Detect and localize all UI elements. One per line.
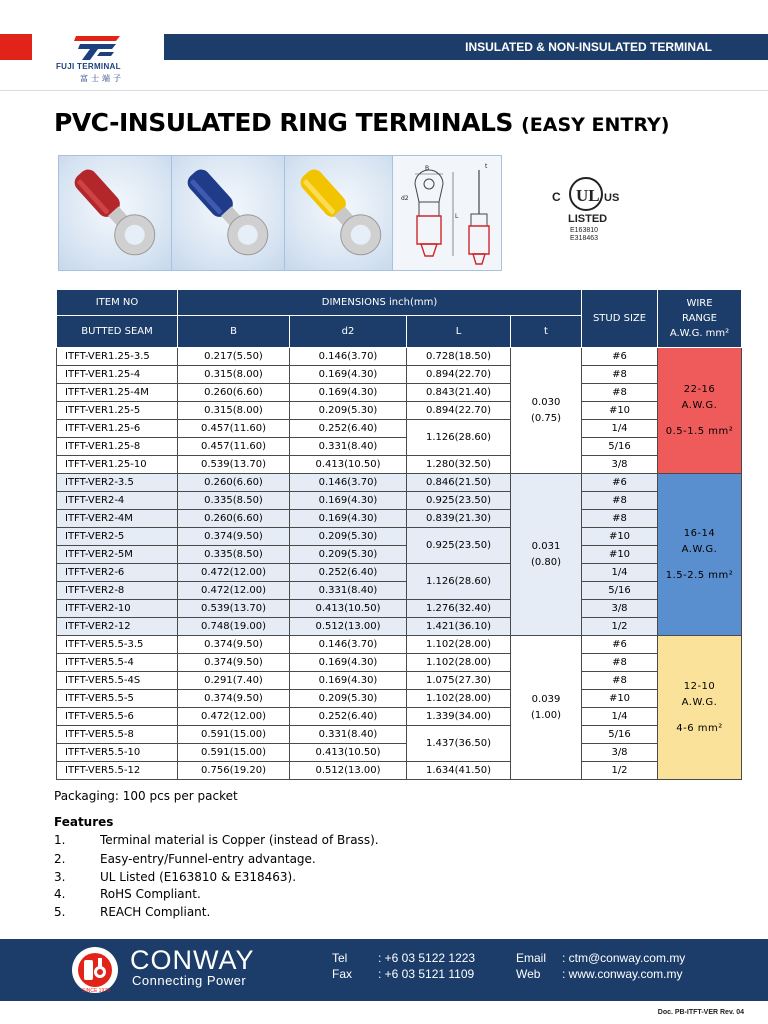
b-cell: 0.472(12.00) xyxy=(178,564,290,582)
b-cell: 0.591(15.00) xyxy=(178,744,290,762)
table-row xyxy=(57,438,742,456)
l-cell: 1.102(28.00) xyxy=(407,636,511,654)
wire-awg-label: A.W.G. xyxy=(681,696,718,708)
table-row xyxy=(57,672,742,690)
b-cell: 0.457(11.60) xyxy=(178,438,290,456)
stud-size-cell: #8 xyxy=(582,366,658,384)
wire-awg: 12-10 xyxy=(683,680,716,692)
stud-size-cell: 3/8 xyxy=(582,744,658,762)
b-cell: 0.335(8.50) xyxy=(178,492,290,510)
d2-cell: 0.169(4.30) xyxy=(290,492,407,510)
yellow-ring-terminal-icon xyxy=(285,156,398,271)
web-link[interactable]: : www.conway.com.my xyxy=(562,967,683,981)
b-cell: 0.748(19.00) xyxy=(178,618,290,636)
t-cell xyxy=(511,348,582,474)
l-cell: 1.075(27.30) xyxy=(407,672,511,690)
spec-table xyxy=(56,289,742,780)
wire-mm2: 1.5-2.5 mm² xyxy=(665,569,734,581)
table-row xyxy=(57,366,742,384)
table-row xyxy=(57,384,742,402)
stud-size-cell: #8 xyxy=(582,672,658,690)
item-no-cell: ITFT-VER1.25-10 xyxy=(57,456,178,474)
spec-group xyxy=(57,474,742,636)
item-no-cell: ITFT-VER1.25-5 xyxy=(57,402,178,420)
drawing-label-d2: d2 xyxy=(401,195,409,202)
feature-text: REACH Compliant. xyxy=(100,905,211,919)
table-row xyxy=(57,654,742,672)
header-wire-range-line2: RANGE xyxy=(682,313,717,324)
wire-spacer xyxy=(658,711,741,721)
conway-logo xyxy=(70,942,124,998)
drawing-label-l: L xyxy=(455,213,459,220)
b-cell: 0.260(6.60) xyxy=(178,474,290,492)
feature-number: 2. xyxy=(54,852,66,866)
footer-tagline: Connecting Power xyxy=(132,973,247,988)
packaging-note: Packaging: 100 pcs per packet xyxy=(54,789,238,803)
wire-range-cell xyxy=(658,636,742,780)
stud-size-cell: #6 xyxy=(582,474,658,492)
t-cell xyxy=(511,474,582,636)
tel-value: : +6 03 5122 1223 xyxy=(378,951,476,965)
b-cell: 0.374(9.50) xyxy=(178,654,290,672)
header-wire-range-line3: A.W.G. mm² xyxy=(669,328,730,339)
table-row xyxy=(57,546,742,564)
item-no-cell: ITFT-VER2-5 xyxy=(57,528,178,546)
d2-cell: 0.146(3.70) xyxy=(290,348,407,366)
brand-color-tab xyxy=(0,34,32,60)
fax-label: Fax xyxy=(332,967,353,981)
ul-us-label: US xyxy=(604,192,620,204)
feature-item xyxy=(54,870,296,884)
ul-listed-label: LISTED xyxy=(568,213,608,225)
item-no-cell: ITFT-VER2-3.5 xyxy=(57,474,178,492)
table-row xyxy=(57,618,742,636)
l-cell: 1.276(32.40) xyxy=(407,600,511,618)
b-cell: 0.457(11.60) xyxy=(178,420,290,438)
feature-item xyxy=(54,852,316,866)
item-no-cell: ITFT-VER5.5-4 xyxy=(57,654,178,672)
blue-ring-terminal-icon xyxy=(172,156,285,271)
feature-text: Terminal material is Copper (instead of Brass). xyxy=(100,833,379,847)
stud-size-cell: 3/8 xyxy=(582,600,658,618)
drawing-label-t: t xyxy=(485,163,488,170)
table-row xyxy=(57,402,742,420)
item-no-cell: ITFT-VER1.25-3.5 xyxy=(57,348,178,366)
brand-sub-name: 富士端子 xyxy=(80,74,124,83)
table-row xyxy=(57,600,742,618)
wire-awg: 22-16 xyxy=(683,383,716,395)
b-cell: 0.260(6.60) xyxy=(178,510,290,528)
t-inch: 0.030 xyxy=(531,396,561,408)
table-row xyxy=(57,582,742,600)
b-cell: 0.217(5.50) xyxy=(178,348,290,366)
header-l: L xyxy=(407,316,511,348)
stud-size-cell: #6 xyxy=(582,348,658,366)
wire-awg-label: A.W.G. xyxy=(681,399,718,411)
stud-size-cell: #10 xyxy=(582,546,658,564)
table-row xyxy=(57,474,742,492)
item-no-cell: ITFT-VER2-4 xyxy=(57,492,178,510)
l-cell: 0.925(23.50) xyxy=(407,492,511,510)
t-mm: (1.00) xyxy=(530,709,562,721)
item-no-cell: ITFT-VER2-5M xyxy=(57,546,178,564)
dimension-drawing xyxy=(392,155,502,271)
footer-brand: CONWAY xyxy=(130,945,255,975)
tel-label: Tel xyxy=(332,951,348,965)
table-row xyxy=(57,744,742,762)
item-no-cell: ITFT-VER5.5-6 xyxy=(57,708,178,726)
d2-cell: 0.209(5.30) xyxy=(290,402,407,420)
stud-size-cell: #10 xyxy=(582,528,658,546)
web-label: Web xyxy=(516,967,541,981)
features-title: Features xyxy=(54,815,114,829)
item-no-cell: ITFT-VER1.25-6 xyxy=(57,420,178,438)
item-no-cell: ITFT-VER5.5-8 xyxy=(57,726,178,744)
table-row xyxy=(57,528,742,546)
l-cell: 1.437(36.50) xyxy=(407,726,511,762)
feature-item xyxy=(54,833,379,847)
d2-cell: 0.209(5.30) xyxy=(290,546,407,564)
item-no-cell: ITFT-VER1.25-4 xyxy=(57,366,178,384)
d2-cell: 0.169(4.30) xyxy=(290,366,407,384)
feature-item xyxy=(54,887,201,901)
header-item-no: ITEM NO xyxy=(57,290,178,316)
t-cell xyxy=(511,636,582,780)
l-cell: 0.894(22.70) xyxy=(407,402,511,420)
l-cell: 1.102(28.00) xyxy=(407,690,511,708)
spec-group xyxy=(57,348,742,474)
stud-size-cell: #10 xyxy=(582,690,658,708)
header-d2: d2 xyxy=(290,316,407,348)
stud-size-cell: 1/4 xyxy=(582,708,658,726)
table-row xyxy=(57,762,742,780)
conway-since: SINCE 1979 xyxy=(82,988,110,994)
stud-size-cell: 5/16 xyxy=(582,582,658,600)
l-cell: 1.102(28.00) xyxy=(407,654,511,672)
t-mm: (0.75) xyxy=(530,412,562,424)
l-cell: 1.421(36.10) xyxy=(407,618,511,636)
stud-size-cell: #8 xyxy=(582,492,658,510)
item-no-cell: ITFT-VER5.5-10 xyxy=(57,744,178,762)
header-b: B xyxy=(178,316,290,348)
item-no-cell: ITFT-VER2-12 xyxy=(57,618,178,636)
fuji-logo-mark-icon xyxy=(72,32,124,62)
item-no-cell: ITFT-VER2-6 xyxy=(57,564,178,582)
d2-cell: 0.413(10.50) xyxy=(290,744,407,762)
table-row xyxy=(57,564,742,582)
l-cell: 1.280(32.50) xyxy=(407,456,511,474)
item-no-cell: ITFT-VER2-10 xyxy=(57,600,178,618)
header-wire-range-line1: WIRE xyxy=(686,298,713,309)
d2-cell: 0.209(5.30) xyxy=(290,690,407,708)
d2-cell: 0.331(8.40) xyxy=(290,726,407,744)
d2-cell: 0.252(6.40) xyxy=(290,708,407,726)
conway-logo-icon xyxy=(70,942,124,998)
wire-spacer xyxy=(658,558,741,568)
stud-size-cell: #8 xyxy=(582,510,658,528)
b-cell: 0.539(13.70) xyxy=(178,600,290,618)
stud-size-cell: 1/4 xyxy=(582,564,658,582)
l-cell: 0.839(21.30) xyxy=(407,510,511,528)
d2-cell: 0.146(3.70) xyxy=(290,636,407,654)
fuji-terminal-logo xyxy=(52,32,148,82)
d2-cell: 0.331(8.40) xyxy=(290,438,407,456)
category-label: INSULATED & NON-INSULATED TERMINAL xyxy=(465,40,712,54)
d2-cell: 0.512(13.00) xyxy=(290,618,407,636)
wire-mm2: 4-6 mm² xyxy=(676,722,723,734)
item-no-cell: ITFT-VER5.5-5 xyxy=(57,690,178,708)
ring-terminal-drawing-icon xyxy=(393,156,503,272)
d2-cell: 0.413(10.50) xyxy=(290,456,407,474)
d2-cell: 0.252(6.40) xyxy=(290,564,407,582)
feature-number: 3. xyxy=(54,870,66,884)
table-row xyxy=(57,348,742,366)
drawing-label-b: B xyxy=(425,165,430,172)
b-cell: 0.374(9.50) xyxy=(178,690,290,708)
footer-bar xyxy=(0,939,768,1001)
header-stud-size: STUD SIZE xyxy=(582,290,658,348)
b-cell: 0.291(7.40) xyxy=(178,672,290,690)
stud-size-cell: #10 xyxy=(582,402,658,420)
d2-cell: 0.169(4.30) xyxy=(290,672,407,690)
table-row xyxy=(57,690,742,708)
product-photo-blue xyxy=(171,155,285,271)
brand-name: FUJI TERMINAL xyxy=(56,62,121,71)
l-cell: 1.634(41.50) xyxy=(407,762,511,780)
header-butted-seam: BUTTED SEAM xyxy=(57,316,178,348)
stud-size-cell: #8 xyxy=(582,384,658,402)
header-dimensions: DIMENSIONS inch(mm) xyxy=(178,290,582,316)
item-no-cell: ITFT-VER2-4M xyxy=(57,510,178,528)
stud-size-cell: 1/4 xyxy=(582,420,658,438)
page-title xyxy=(54,108,669,137)
category-banner xyxy=(164,34,768,60)
fax-value: : +6 03 5121 1109 xyxy=(378,967,475,981)
ul-listed-mark xyxy=(548,174,628,244)
item-no-cell: ITFT-VER1.25-8 xyxy=(57,438,178,456)
table-row xyxy=(57,420,742,438)
l-cell: 1.126(28.60) xyxy=(407,564,511,600)
spec-group xyxy=(57,636,742,780)
b-cell: 0.472(12.00) xyxy=(178,708,290,726)
feature-number: 4. xyxy=(54,887,66,901)
wire-awg: 16-14 xyxy=(683,527,716,539)
b-cell: 0.539(13.70) xyxy=(178,456,290,474)
stud-size-cell: #8 xyxy=(582,654,658,672)
svg-text:UL: UL xyxy=(576,186,600,205)
stud-size-cell: #6 xyxy=(582,636,658,654)
feature-number: 5. xyxy=(54,905,66,919)
table-row xyxy=(57,510,742,528)
table-row xyxy=(57,708,742,726)
t-inch: 0.039 xyxy=(531,693,561,705)
red-ring-terminal-icon xyxy=(59,156,172,271)
b-cell: 0.472(12.00) xyxy=(178,582,290,600)
l-cell: 1.126(28.60) xyxy=(407,420,511,456)
feature-item xyxy=(54,905,210,919)
b-cell: 0.591(15.00) xyxy=(178,726,290,744)
t-mm: (0.80) xyxy=(530,556,562,568)
item-no-cell: ITFT-VER5.5-3.5 xyxy=(57,636,178,654)
item-no-cell: ITFT-VER5.5-4S xyxy=(57,672,178,690)
b-cell: 0.315(8.00) xyxy=(178,402,290,420)
d2-cell: 0.169(4.30) xyxy=(290,384,407,402)
header-wire-range xyxy=(658,290,742,348)
feature-number: 1. xyxy=(54,833,66,847)
b-cell: 0.374(9.50) xyxy=(178,528,290,546)
ul-file-1: E163810 xyxy=(570,227,599,234)
d2-cell: 0.169(4.30) xyxy=(290,654,407,672)
b-cell: 0.335(8.50) xyxy=(178,546,290,564)
d2-cell: 0.331(8.40) xyxy=(290,582,407,600)
b-cell: 0.260(6.60) xyxy=(178,384,290,402)
feature-text: RoHS Compliant. xyxy=(100,887,201,901)
product-photo-yellow xyxy=(284,155,398,271)
item-no-cell: ITFT-VER5.5-12 xyxy=(57,762,178,780)
item-no-cell: ITFT-VER1.25-4M xyxy=(57,384,178,402)
document-reference: Doc. PB-ITFT-VER Rev. 04 xyxy=(657,1009,744,1016)
wire-mm2: 0.5-1.5 mm² xyxy=(665,425,734,437)
stud-size-cell: 5/16 xyxy=(582,438,658,456)
d2-cell: 0.209(5.30) xyxy=(290,528,407,546)
item-no-cell: ITFT-VER2-8 xyxy=(57,582,178,600)
b-cell: 0.756(19.20) xyxy=(178,762,290,780)
ul-c-label: C xyxy=(552,190,561,204)
wire-range-cell xyxy=(658,348,742,474)
wire-range-cell xyxy=(658,474,742,636)
l-cell: 0.728(18.50) xyxy=(407,348,511,366)
l-cell: 0.843(21.40) xyxy=(407,384,511,402)
d2-cell: 0.146(3.70) xyxy=(290,474,407,492)
b-cell: 0.315(8.00) xyxy=(178,366,290,384)
t-inch: 0.031 xyxy=(531,540,561,552)
table-row xyxy=(57,636,742,654)
d2-cell: 0.512(13.00) xyxy=(290,762,407,780)
feature-text: Easy-entry/Funnel-entry advantage. xyxy=(100,852,316,866)
stud-size-cell: 1/2 xyxy=(582,618,658,636)
l-cell: 0.925(23.50) xyxy=(407,528,511,564)
table-row xyxy=(57,456,742,474)
page-title-main: PVC-INSULATED RING TERMINALS xyxy=(54,108,513,137)
email-link[interactable]: : ctm@conway.com.my xyxy=(562,951,686,965)
d2-cell: 0.413(10.50) xyxy=(290,600,407,618)
table-row xyxy=(57,492,742,510)
stud-size-cell: 3/8 xyxy=(582,456,658,474)
stud-size-cell: 5/16 xyxy=(582,726,658,744)
ul-file-2: E318463 xyxy=(570,235,599,242)
l-cell: 1.339(34.00) xyxy=(407,708,511,726)
d2-cell: 0.252(6.40) xyxy=(290,420,407,438)
b-cell: 0.374(9.50) xyxy=(178,636,290,654)
stud-size-cell: 1/2 xyxy=(582,762,658,780)
header-t: t xyxy=(511,316,582,348)
header-divider xyxy=(0,90,768,91)
wire-awg-label: A.W.G. xyxy=(681,543,718,555)
d2-cell: 0.169(4.30) xyxy=(290,510,407,528)
ul-logo-icon xyxy=(548,174,628,244)
feature-text: UL Listed (E163810 & E318463). xyxy=(100,870,297,884)
product-photo-red xyxy=(58,155,172,271)
wire-spacer xyxy=(658,414,741,424)
table-row xyxy=(57,726,742,744)
page-title-suffix: (EASY ENTRY) xyxy=(521,114,670,136)
l-cell: 0.894(22.70) xyxy=(407,366,511,384)
email-label: Email xyxy=(516,951,547,965)
l-cell: 0.846(21.50) xyxy=(407,474,511,492)
